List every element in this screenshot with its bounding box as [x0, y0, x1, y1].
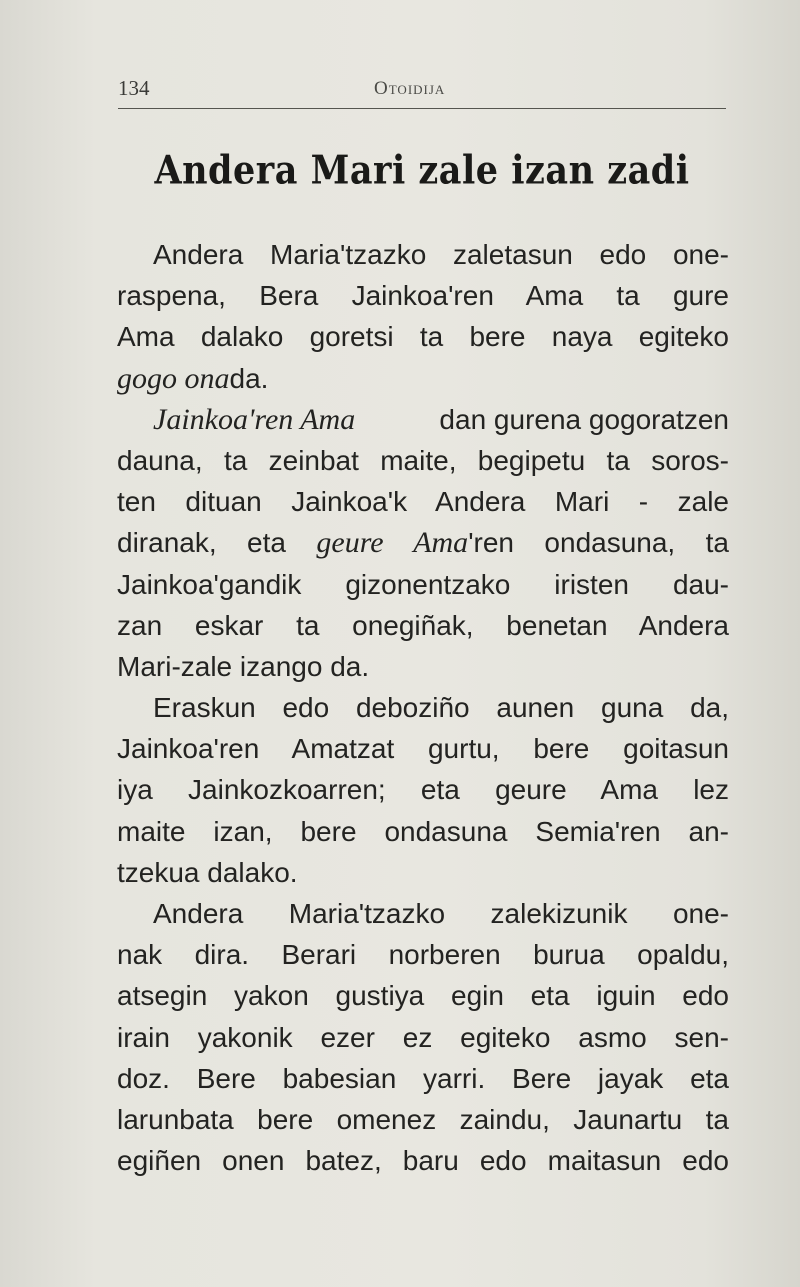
text-line: Mari-zale izango da.	[117, 650, 370, 682]
text-line: diranak, eta geure Ama'ren ondasuna, ta	[117, 526, 729, 560]
text-line: tzekua dalako.	[117, 856, 298, 888]
text-line: zan eskar ta onegiñak, benetan Andera	[117, 609, 729, 641]
text-line: Ama dalako goretsi ta bere naya egiteko	[117, 321, 729, 353]
text-line: dauna, ta zeinbat maite, begipetu ta soros-	[117, 444, 729, 476]
text-line: Andera Maria'tzazko zalekizunik one-	[153, 898, 729, 929]
text-line: raspena, Bera Jainkoa'ren Ama ta gure	[117, 280, 729, 312]
page-header	[118, 74, 726, 108]
body-text	[117, 234, 729, 1181]
section-title: Andera Mari zale izan zadi	[154, 147, 690, 194]
text-line: iya Jainkozkoarren; eta geure Ama lez	[117, 774, 729, 806]
text-line: maite izan, bere ondasuna Semia'ren an-	[117, 815, 729, 847]
text-line: gogo ona da.	[117, 361, 269, 395]
text-line: irain yakonik ezer ez egiteko asmo sen-	[117, 1021, 729, 1053]
header-rule	[118, 108, 726, 109]
text-line: Jainkoa'ren Ama dan gurena gogoratzen	[153, 402, 729, 436]
text-line: atsegin yakon gustiya egin eta iguin edo	[117, 980, 729, 1012]
text-line: larunbata bere omenez zaindu, Jaunartu ta	[117, 1103, 729, 1135]
text-line: ten dituan Jainkoa'k Andera Mari - zale	[117, 486, 729, 518]
text-line: Jainkoa'ren Amatzat gurtu, bere goitasun	[117, 733, 729, 765]
text-line: nak dira. Berari norberen burua opaldu,	[117, 939, 729, 971]
page-number: 134	[118, 76, 150, 100]
text-line: Eraskun edo deboziño aunen guna da,	[153, 692, 729, 724]
text-line: Jainkoa'gandik gizonentzako iristen dau-	[117, 568, 729, 600]
running-head: Otoidija	[374, 78, 446, 99]
text-line: egiñen onen batez, baru edo maitasun edo	[117, 1145, 729, 1177]
text-line: doz. Bere babesian yarri. Bere jayak eta	[117, 1062, 729, 1094]
text-line: Andera Maria'tzazko zaletasun edo one-	[153, 239, 729, 270]
